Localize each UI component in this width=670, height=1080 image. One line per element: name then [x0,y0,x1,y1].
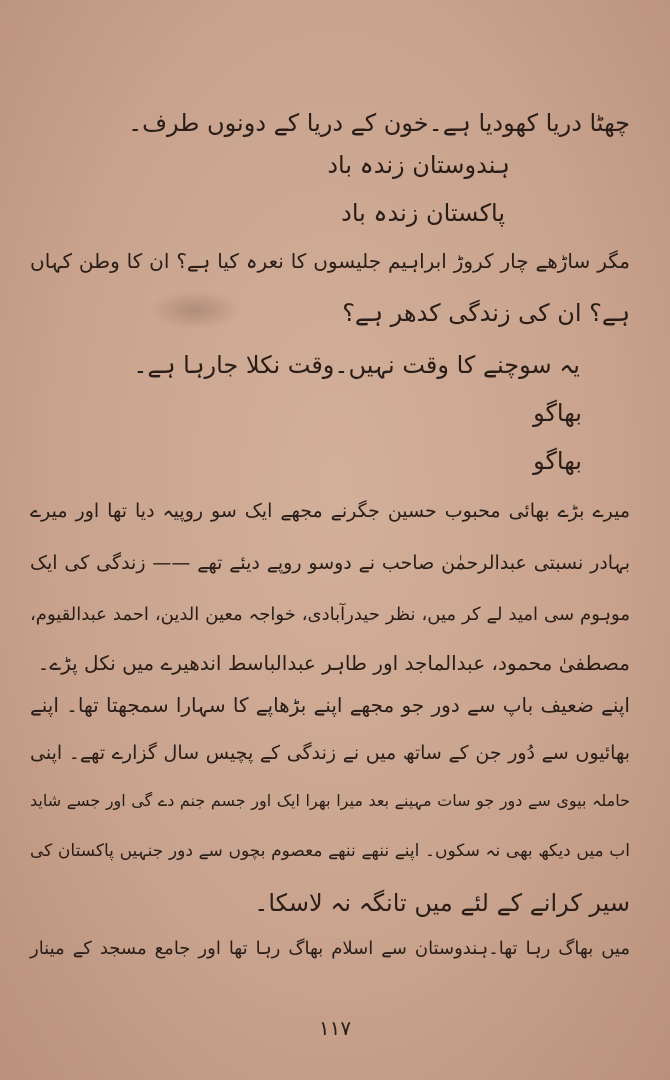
text-line-5: ہے؟ ان کی زندگی کدھر ہے؟ [342,299,630,327]
cry-run-1: بھاگو [533,399,582,427]
paragraph-line-10: میں بھاگ رہا تھا۔ہندوستان سے اسلام بھاگ رہا تھا اور جامع مسجد کے مینار [30,938,630,959]
text-line-4: مگر ساڑھے چار کروڑ ابراہیم جلیسوں کا نعرہ کیا ہے؟ ان کا وطن کہاں [30,249,630,273]
cry-run-2: بھاگو [533,447,582,475]
text-line-6: یہ سوچنے کا وقت نہیں۔وقت نکلا جارہا ہے۔ [133,351,580,379]
paragraph-line-7: حاملہ بیوی سے دور جو سات مہینے بعد میرا بھرا ایک اور جسم جنم دے گی اور جسے شاید [30,791,630,810]
slogan-pakistan: پاکستان زندہ باد [341,199,505,227]
page-number: ۱۱۷ [318,1016,352,1040]
paragraph-line-3: موہوم سی امید لے کر میں، نظر حیدرآبادی، خواجہ معین الدین، احمد عبدالقیوم، [30,604,630,625]
paragraph-line-5: اپنے ضعیف باپ سے دور جو مجھے اپنے بڑھاپے کا سہارا سمجھتا تھا۔ اپنے [30,693,630,717]
paragraph-line-9: سیر کرانے کے لئے میں تانگہ نہ لاسکا۔ [254,889,630,917]
text-line-1: چھٹا دریا کھودیا ہے۔خون کے دریا کے دونوں طرف۔ [128,109,630,137]
slogan-hindustan: ہندوستان زندہ باد [327,151,510,179]
paragraph-line-6: بھائیوں سے دُور جن کے ساتھ میں نے زندگی کے پچیس سال گزارے تھے۔ اپنی [30,742,630,764]
paragraph-line-4: مصطفیٰ محمود، عبدالماجد اور طاہر عبدالباسط اندھیرے میں نکل پڑے۔ [37,651,630,675]
paragraph-line-8: اب میں دیکھ بھی نہ سکوں۔ اپنے ننھے ننھے معصوم بچوں سے دور جنہیں پاکستان کی [30,841,630,861]
paragraph-line-1: میرے بڑے بھائی محبوب حسین جگرنے مجھے ایک سو روپیہ دیا تھا اور میرے [30,500,630,522]
paragraph-line-2: بہادر نسبتی عبدالرحمٰن صاحب نے دوسو روپے دیئے تھے —— زندگی کی ایک [30,552,630,574]
ink-smudge [150,290,240,330]
